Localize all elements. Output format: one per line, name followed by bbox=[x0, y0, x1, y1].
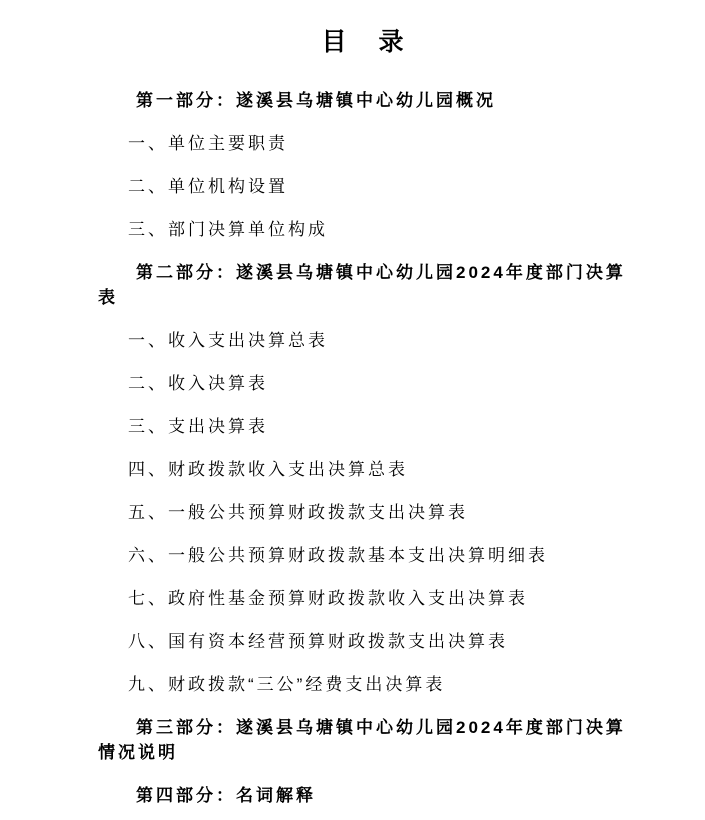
toc-item-part2-1: 一、收入支出决算总表 bbox=[128, 331, 328, 350]
toc-item-part2-8: 八、国有资本经营预算财政拨款支出决算表 bbox=[128, 632, 508, 651]
toc-item-part1-2: 二、单位机构设置 bbox=[128, 177, 288, 196]
toc-item-part2-9: 九、财政拨款“三公”经费支出决算表 bbox=[128, 675, 446, 694]
section-heading-part2: 第二部分：遂溪县乌塘镇中心幼儿园2024年度部门决算表 bbox=[98, 263, 626, 307]
toc-item-part2-2: 二、收入决算表 bbox=[128, 374, 268, 393]
section-heading-part1: 第一部分：遂溪县乌塘镇中心幼儿园概况 bbox=[136, 91, 496, 110]
page-title: 目 录 bbox=[321, 28, 410, 56]
section-heading-part4: 第四部分：名词解释 bbox=[136, 786, 316, 805]
toc-item-part2-3: 三、支出决算表 bbox=[128, 417, 268, 436]
toc-item-part1-1: 一、单位主要职责 bbox=[128, 134, 288, 153]
toc-item-part2-6: 六、一般公共预算财政拨款基本支出决算明细表 bbox=[128, 546, 548, 565]
toc-item-part2-4: 四、财政拨款收入支出决算总表 bbox=[128, 460, 408, 479]
toc-item-part2-5: 五、一般公共预算财政拨款支出决算表 bbox=[128, 503, 468, 522]
toc-item-part2-7: 七、政府性基金预算财政拨款收入支出决算表 bbox=[128, 589, 528, 608]
toc-item-part1-3: 三、部门决算单位构成 bbox=[128, 220, 328, 239]
section-heading-part3: 第三部分：遂溪县乌塘镇中心幼儿园2024年度部门决算情况说明 bbox=[98, 718, 626, 762]
